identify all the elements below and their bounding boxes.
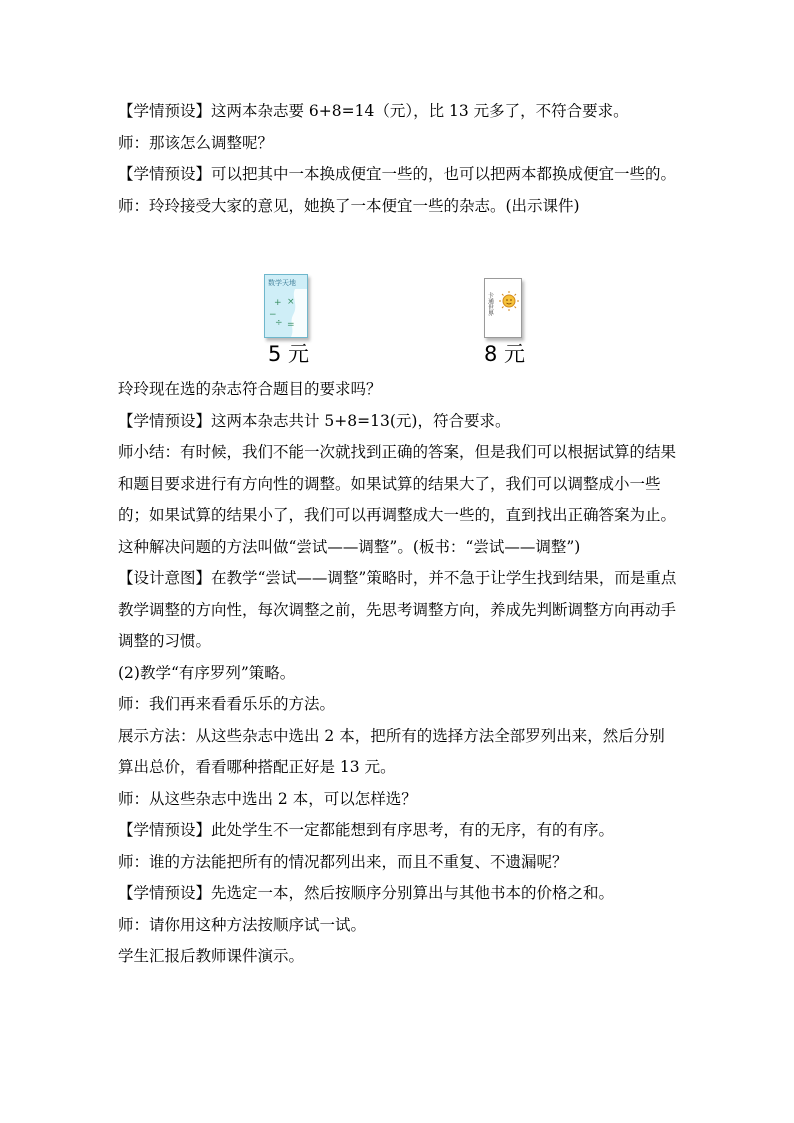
paragraph: 学生汇报后教师课件演示。: [118, 947, 305, 965]
paragraph: 师：请你用这种方法按顺序试一试。: [118, 915, 367, 934]
cartoon-magazine-title: 卡通世界: [486, 292, 494, 316]
math-magazine-cover: [264, 274, 308, 338]
svg-text:=: =: [287, 320, 295, 330]
sun-icon: [499, 291, 519, 311]
paragraph: 【学情预设】此处学生不一定都能想到有序思考，有的无序，有的有序。: [118, 821, 615, 839]
text-block-main: [118, 374, 678, 973]
svg-text:×: ×: [287, 297, 295, 307]
paragraph: 【设计意图】在教学“尝试——调整”策略时，并不急于让学生找到结果，而是重点教学调整的方向性，每次调整之前，先思考调整方向，养成先判断调整方向再动手调整的习惯。: [118, 569, 677, 650]
svg-text:+: +: [274, 298, 282, 308]
paragraph: 师小结：有时候，我们不能一次就找到正确的答案，但是我们可以根据试算的结果和题目要求进行有方向性的调整。如果试算的结果大了，我们可以调整成小一些的；如果试算的结果小了，我们可以再调整成大一些的，直到找出正确答案为止。这种解决问题的方法叫做“尝试——调整”。(板书：“尝试——调整”): [118, 443, 677, 556]
paragraph: (2)教学“有序罗列”策略。: [118, 663, 296, 682]
paragraph: 【学情预设】先选定一本，然后按顺序分别算出与其他书本的价格之和。: [118, 884, 615, 902]
paragraph: 师：玲玲接受大家的意见，她换了一本便宜一些的杂志。(出示课件): [118, 196, 580, 215]
paragraph: 【学情预设】这两本杂志共计 5+8=13(元)，符合要求。: [118, 411, 511, 430]
magazine-figure: [0, 270, 794, 370]
paragraph: 【学情预设】这两本杂志要 6+8=14（元），比 13 元多了，不符合要求。: [118, 102, 629, 120]
svg-text:−: −: [269, 310, 277, 320]
cartoon-magazine-cover: [484, 278, 522, 338]
paragraph: 师：谁的方法能把所有的情况都列出来，而且不重复、不遗漏呢？: [118, 852, 568, 871]
paragraph: 师：那该怎么调整呢？: [118, 133, 274, 152]
paragraph: 师：我们再来看看乐乐的方法。: [118, 695, 336, 713]
math-magazine-illustration: [265, 275, 307, 337]
paragraph: 展示方法：从这些杂志中选出 2 本，把所有的选择方法全部罗列出来，然后分别算出总价，看看哪种搭配正好是 13 元。: [118, 726, 665, 776]
math-magazine-price: 5 元: [268, 342, 310, 366]
cartoon-magazine-illustration: [485, 279, 521, 337]
paragraph: 师：从这些杂志中选出 2 本，可以怎样选？: [118, 789, 417, 808]
cartoon-magazine-price: 8 元: [484, 342, 526, 366]
paragraph: 【学情预设】可以把其中一本换成便宜一些的，也可以把两本都换成便宜一些的。: [118, 165, 677, 183]
text-block-top: [118, 96, 678, 222]
paragraph: 玲玲现在选的杂志符合题目的要求吗？: [118, 380, 382, 398]
math-magazine-title: 数学天地: [268, 279, 296, 287]
svg-text:÷: ÷: [275, 318, 283, 328]
